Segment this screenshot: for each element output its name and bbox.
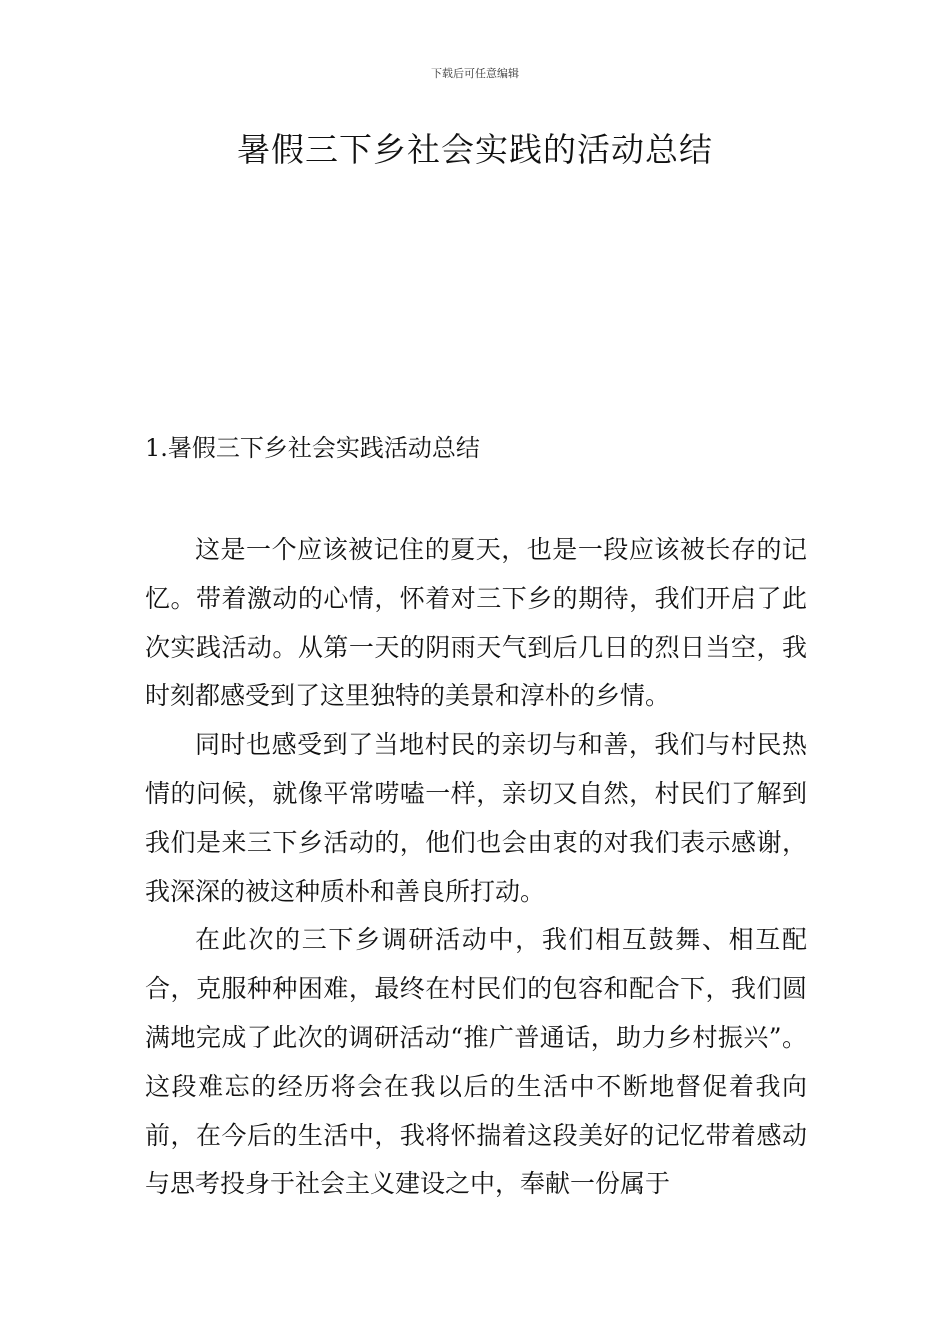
section-heading: 1.暑假三下乡社会实践活动总结	[145, 434, 480, 462]
document-title: 暑假三下乡社会实践的活动总结	[237, 130, 713, 169]
paragraph: 这是一个应该被记住的夏天，也是一段应该被长存的记忆。带着激动的心情，怀着对三下乡的期待，我们开启了此次实践活动。从第一天的阴雨天气到后几日的烈日当空，我时刻都感受到了这里独特的美景和淳朴的乡情。	[145, 535, 807, 711]
paragraph: 在此次的三下乡调研活动中，我们相互鼓舞、相互配合，克服种种困难，最终在村民们的包容和配合下，我们圆满地完成了此次的调研活动“推广普通话，助力乡村振兴”。这段难忘的经历将会在我以后的生活中不断地督促着我向前，在今后的生活中，我将怀揣着这段美好的记忆带着感动与思考投身于社会主义建设之中，奉献一份属于	[145, 925, 807, 1199]
paragraph: 同时也感受到了当地村民的亲切与和善，我们与村民热情的问候，就像平常唠嗑一样，亲切又自然，村民们了解到我们是来三下乡活动的，他们也会由衷的对我们表示感谢，我深深的被这种质朴和善良所打动。	[145, 730, 807, 906]
header-note: 下载后可任意编辑	[431, 67, 519, 80]
body-text	[145, 526, 807, 1209]
